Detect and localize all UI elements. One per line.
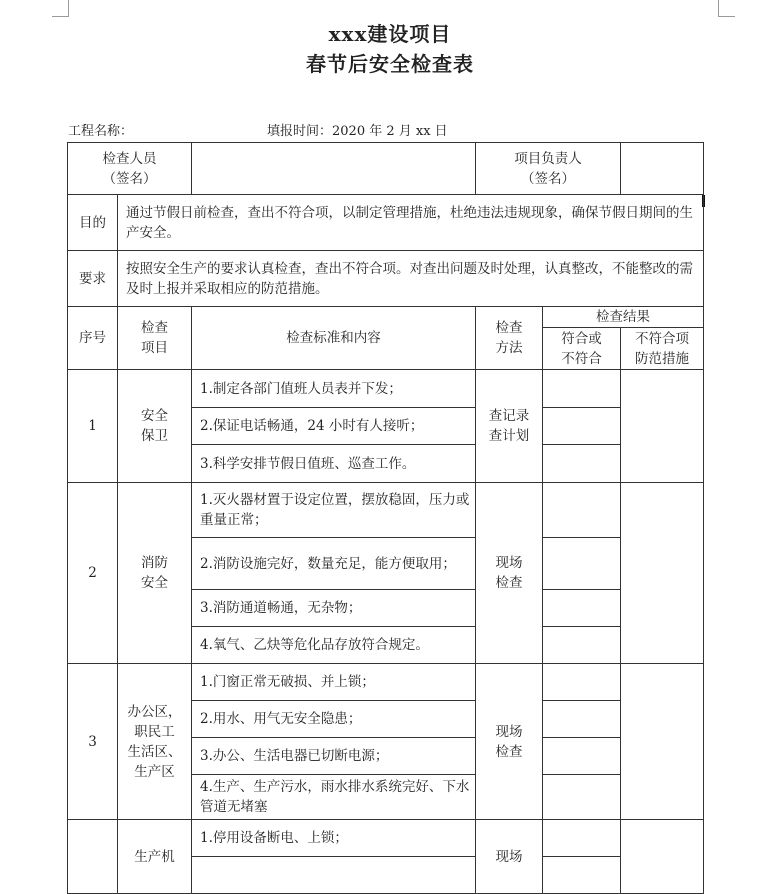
standard-content: 2.用水、用气无安全隐患；: [192, 701, 476, 738]
comply-cell[interactable]: [543, 820, 621, 857]
manager-label: 项目负责人 （签名）: [476, 143, 621, 195]
group-method: 现场 检查: [476, 483, 543, 664]
table-row: [68, 820, 704, 857]
group-item: 生产机: [118, 820, 192, 894]
measures-cell[interactable]: [621, 664, 704, 820]
header-item: 检查 项目: [118, 307, 192, 370]
standard-content: 4.生产、生产污水，雨水排水系统完好、下水管道无堵塞: [192, 775, 476, 820]
group-method: 现场 检查: [476, 664, 543, 820]
group-seq: 3: [68, 664, 118, 820]
manager-signature-cell[interactable]: [621, 143, 704, 195]
group-seq: 1: [68, 370, 118, 483]
group-method: 查记录 查计划: [476, 370, 543, 483]
requirement-label: 要求: [68, 251, 118, 307]
comply-cell[interactable]: [543, 775, 621, 820]
comply-cell[interactable]: [543, 738, 621, 775]
group-item: 消防 安全: [118, 483, 192, 664]
comply-cell[interactable]: [543, 857, 621, 894]
group-method: 现场: [476, 820, 543, 894]
table-row: [68, 370, 704, 408]
project-name-label: 工程名称：: [68, 124, 134, 139]
requirement-row: [68, 251, 704, 307]
standard-content: 3.消防通道畅通，无杂物；: [192, 590, 476, 627]
header-measures: 不符合项 防范措施: [621, 328, 704, 370]
page-corner-top-left: [52, 0, 69, 17]
standard-content: 4.氧气、乙炔等危化品存放符合规定。: [192, 627, 476, 664]
header-method: 检查 方法: [476, 307, 543, 370]
purpose-text: 通过节假日前检查，查出不符合项，以制定管理措施，杜绝违法违规现象，确保节假日期间的生产安全。: [118, 195, 704, 251]
comply-cell[interactable]: [543, 701, 621, 738]
purpose-label: 目的: [68, 195, 118, 251]
comply-cell[interactable]: [543, 627, 621, 664]
comply-cell[interactable]: [543, 370, 621, 408]
header-comply: 符合或 不符合: [543, 328, 621, 370]
header-standard: 检查标准和内容: [192, 307, 476, 370]
comply-cell[interactable]: [543, 483, 621, 538]
standard-content: [192, 857, 476, 894]
group-item: 办公区， 职民工 生活区、 生产区: [118, 664, 192, 820]
inspector-signature-cell[interactable]: [192, 143, 476, 195]
standard-content: 3.科学安排节假日值班、巡查工作。: [192, 445, 476, 483]
group-seq: 2: [68, 483, 118, 664]
table-row: [68, 483, 704, 538]
comply-cell[interactable]: [543, 664, 621, 701]
standard-content: 3.办公、生活电器已切断电源；: [192, 738, 476, 775]
standard-content: 1.制定各部门值班人员表并下发；: [192, 370, 476, 408]
purpose-row: [68, 195, 704, 251]
comply-cell[interactable]: [543, 590, 621, 627]
comply-cell[interactable]: [543, 538, 621, 590]
measures-cell[interactable]: [621, 483, 704, 664]
signature-row: [68, 143, 704, 195]
inspection-table: [67, 142, 704, 894]
group-seq: [68, 820, 118, 894]
table-row: [68, 664, 704, 701]
document-subtitle: 春节后安全检查表: [306, 52, 474, 76]
standard-content: 1.门窗正常无破损、并上锁；: [192, 664, 476, 701]
comply-cell[interactable]: [543, 445, 621, 483]
measures-cell[interactable]: [621, 370, 704, 483]
table-header-row: [68, 307, 704, 328]
standard-content: 2.保证电话畅通，24 小时有人接听；: [192, 408, 476, 445]
measures-cell[interactable]: [621, 820, 704, 894]
inspector-label: 检查人员 （签名）: [68, 143, 192, 195]
standard-content: 1.停用设备断电、上锁；: [192, 820, 476, 857]
requirement-text: 按照安全生产的要求认真检查，查出不符合项。对查出问题及时处理，认真整改，不能整改的需及时上报并采取相应的防范措施。: [118, 251, 704, 307]
fill-time: 填报时间：2020 年 2 月 xx 日: [267, 124, 448, 139]
comply-cell[interactable]: [543, 408, 621, 445]
document-title: xxx建设项目: [328, 22, 452, 46]
standard-content: 1.灭火器材置于设定位置，摆放稳固，压力或重量正常；: [192, 483, 476, 538]
header-seq: 序号: [68, 307, 118, 370]
group-item: 安全 保卫: [118, 370, 192, 483]
page-corner-top-right: [718, 0, 735, 17]
standard-content: 2.消防设施完好，数量充足，能方便取用；: [192, 538, 476, 590]
header-result: 检查结果: [543, 307, 704, 328]
